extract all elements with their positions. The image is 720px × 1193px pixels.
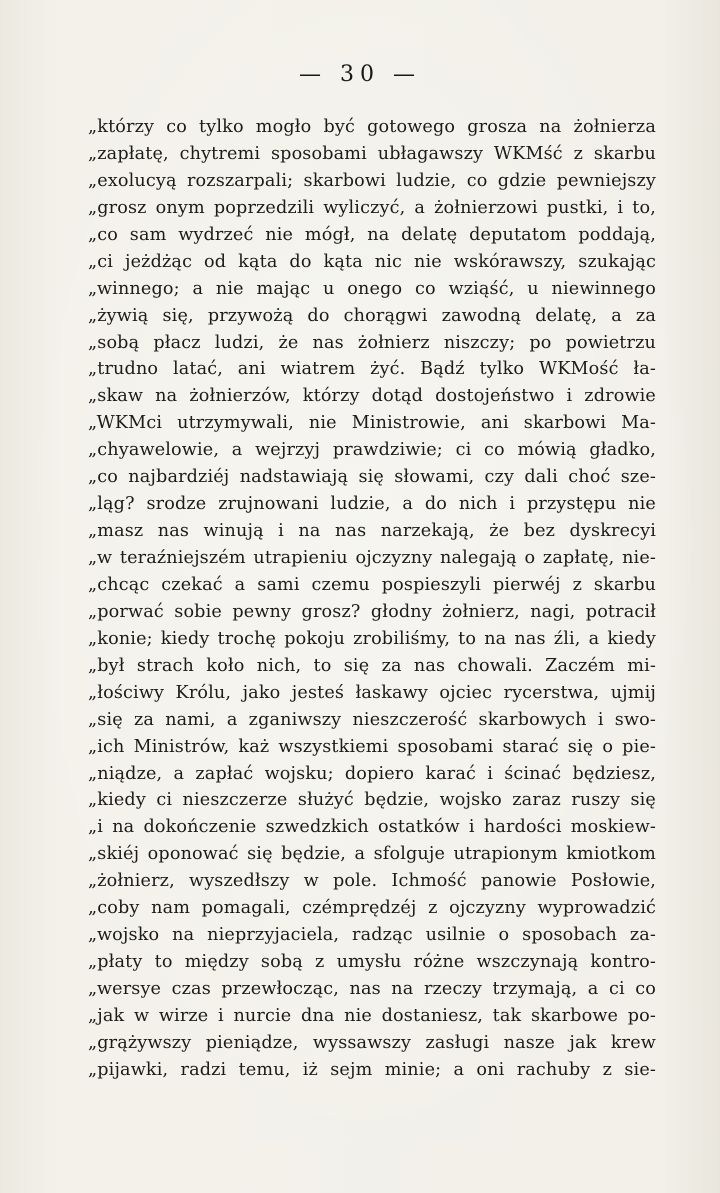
text-line: „żołnierz, wyszedłszy w pole. Ichmość panowie Posłowie, xyxy=(88,871,656,892)
text-line: „łościwy Królu, jako jesteś łaskawy ojciec rycerstwa, ujmij xyxy=(88,682,656,703)
text-line: „płaty to między sobą z umysłu różne wszczynają kontro- xyxy=(88,952,656,973)
text-line: „WKMci utrzymywali, nie Ministrowie, ani skarbowi Ma- xyxy=(88,413,656,434)
text-line: „winnego; a nie mając u onego co wziąść, u niewinnego xyxy=(88,278,656,299)
text-line: „pijawki, radzi temu, iż sejm minie; a oni rachuby z sie- xyxy=(88,1059,656,1080)
text-line: „się za nami, a zganiwszy nieszczerość skarbowych i swo- xyxy=(88,709,656,730)
page-number: — 30 — xyxy=(299,62,421,87)
text-line: „w teraźniejszém utrapieniu ojczyzny nalegają o zapłatę, nie- xyxy=(88,548,656,568)
text-line: „kiedy ci nieszczerze służyć będzie, wojsko zaraz ruszy się xyxy=(88,790,656,811)
text-line: „masz nas winują i na nas narzekają, że bez dyskrecyi xyxy=(88,521,656,542)
text-line: „porwać sobie pewny grosz? głodny żołnierz, nagi, potracił xyxy=(88,601,656,622)
text-line: „i na dokończenie szwedzkich ostatków i hardości moskiew- xyxy=(88,817,656,838)
text-line: „grążywszy pieniądze, wyssawszy zasługi nasze jak krew xyxy=(88,1032,656,1053)
text-line: „ląg? srodze zrujnowani ludzie, a do nich i przystępu nie xyxy=(88,494,656,515)
text-line: „chcąc czekać a sami czemu pospieszyli pierwéj z skarbu xyxy=(88,574,656,595)
text-line: „grosz onym poprzedzili wyliczyć, a żołnierzowi pustki, i to, xyxy=(88,197,656,218)
text-line: „konie; kiedy trochę pokoju zrobiliśmy, to na nas źli, a kiedy xyxy=(88,628,656,649)
text-line: „ich Ministrów, każ wszystkiemi sposobami starać się o pie- xyxy=(88,736,656,757)
text-line: „coby nam pomagali, czémprędzéj z ojczyzny wyprowadzić xyxy=(88,898,656,919)
text-line: „trudno latać, ani wiatrem żyć. Bądź tylko WKMość ła- xyxy=(88,359,656,380)
text-line: „skaw na żołnierzów, którzy dotąd dostojeństwo i zdrowie xyxy=(88,386,656,407)
text-line: „co sam wydrzeć nie mógł, na delatę deputatom poddają, xyxy=(88,224,656,245)
text-line: „jak w wirze i nurcie dna nie dostaniesz, tak skarbowe po- xyxy=(88,1005,656,1026)
text-line: „exolucyą rozszarpali; skarbowi ludzie, co gdzie pewniejszy xyxy=(88,170,656,191)
text-line: „żywią się, przywożą do chorągwi zawodną delatę, a za xyxy=(88,305,656,326)
text-line: „zapłatę, chytremi sposobami ubłagawszy WKMść z skarbu xyxy=(88,143,656,164)
text-line: „skiéj oponować się będzie, a sfolguje utrapionym kmiotkom xyxy=(88,844,656,865)
text-line: „sobą płacz ludzi, że nas żołnierz niszczy; po powietrzu xyxy=(88,332,656,353)
body-text xyxy=(88,114,656,1084)
text-line: „niądze, a zapłać wojsku; dopiero karać i ścinać będziesz, xyxy=(88,763,656,784)
text-line: „którzy co tylko mogło być gotowego grosza na żołnierza xyxy=(88,117,656,137)
text-line: „co najbardziéj nadstawiają się słowami, czy dali choć sze- xyxy=(88,467,656,488)
text-line: „chyawelowie, a wejrzyj prawdziwie; ci co mówią gładko, xyxy=(88,440,656,461)
text-line: „ci jeżdżąc od kąta do kąta nic nie wskórawszy, szukając xyxy=(88,251,656,272)
text-line: „był strach koło nich, to się za nas chowali. Zaczém mi- xyxy=(88,655,656,676)
text-line: „wojsko na nieprzyjaciela, radząc usilnie o sposobach za- xyxy=(88,925,656,946)
text-line: „wersye czas przewłocząc, nas na rzeczy trzymają, a ci co xyxy=(88,979,656,999)
